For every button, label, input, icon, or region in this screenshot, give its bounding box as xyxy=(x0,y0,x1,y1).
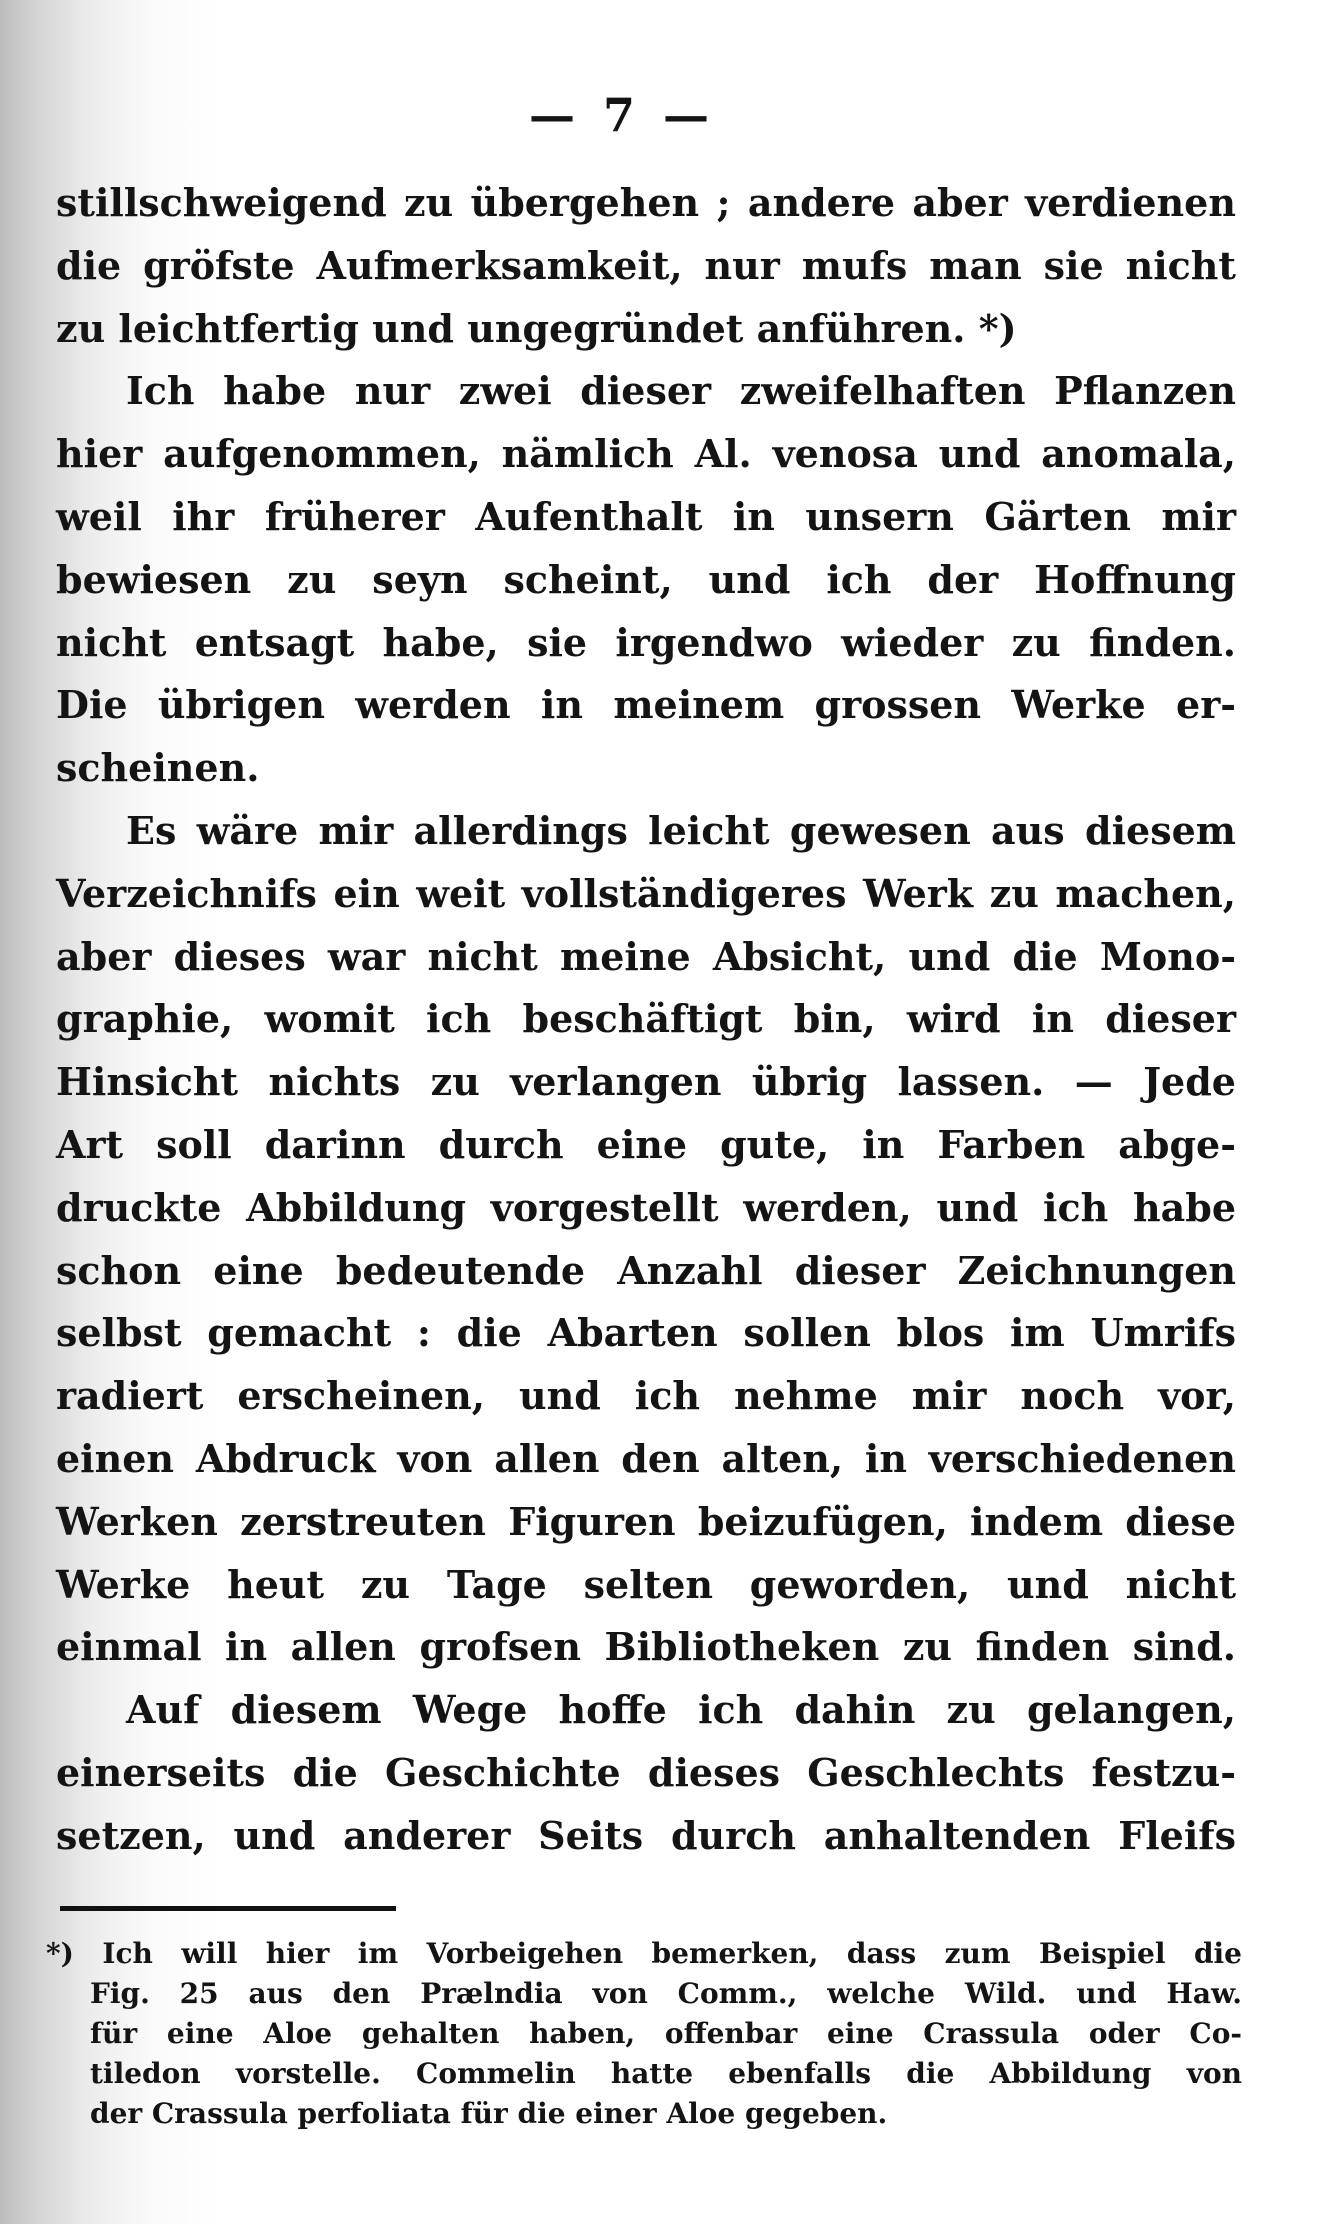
text-line: stillschweigend zu übergehen ; andere aber verdienen xyxy=(56,180,1236,225)
text-line: Art soll darinn durch eine gute, in Farben abge- xyxy=(56,1121,1236,1167)
text-line: einen Abdruck von allen den alten, in verschiedenen xyxy=(56,1435,1236,1481)
text-line: nicht entsagt habe, sie irgendwo wieder zu finden. xyxy=(56,619,1236,665)
footnote-line: für eine Aloe gehalten haben, offenbar eine Crassula oder Co- xyxy=(90,2017,1242,2050)
text-line: bewiesen zu seyn scheint, und ich der Hoffnung xyxy=(56,556,1236,602)
footnote-line: Fig. 25 aus den Prælndia von Comm., welche Wild. und Haw. xyxy=(90,1977,1242,2010)
text-line: aber dieses war nicht meine Absicht, und die Mono- xyxy=(56,933,1236,979)
text-line: graphie, womit ich beschäftigt bin, wird in dieser xyxy=(56,996,1236,1042)
text-line: druckte Abbildung vorgestellt werden, und ich habe xyxy=(56,1184,1236,1230)
text-line: Hinsicht nichts zu verlangen übrig lassen. — Jede xyxy=(56,1059,1236,1105)
text-line: Es wäre mir allerdings leicht gewesen aus diesem xyxy=(126,807,1236,853)
body-text xyxy=(56,172,1236,1868)
footnote-separator xyxy=(60,1906,396,1911)
text-line: die gröfste Aufmerksamkeit, nur mufs man sie nicht xyxy=(56,242,1236,288)
text-line: einerseits die Geschichte dieses Geschlechts festzu- xyxy=(56,1749,1236,1795)
text-line: einmal in allen grofsen Bibliotheken zu finden sind. xyxy=(56,1624,1236,1670)
footnote-line: tiledon vorstelle. Commelin hatte ebenfalls die Abbildung von xyxy=(90,2057,1242,2090)
text-line: selbst gemacht : die Abarten sollen blos im Umrifs xyxy=(56,1310,1236,1356)
text-line: schon eine bedeutende Anzahl dieser Zeichnungen xyxy=(56,1247,1236,1293)
text-line: Die übrigen werden in meinem grossen Werke er- xyxy=(56,682,1236,728)
text-line: Werke heut zu Tage selten geworden, und nicht xyxy=(56,1561,1236,1607)
text-line: zu leichtfertig und ungegründet anführen. *) xyxy=(56,305,1017,351)
text-line: Ich habe nur zwei dieser zweifelhaften Pflanzen xyxy=(126,368,1236,414)
text-line: Auf diesem Wege hoffe ich dahin zu gelangen, xyxy=(126,1687,1236,1733)
footnote xyxy=(46,1934,1242,2134)
text-line: Werken zerstreuten Figuren beizufügen, indem diese xyxy=(56,1498,1236,1544)
text-line: scheinen. xyxy=(56,745,260,791)
text-line: hier aufgenommen, nämlich Al. venosa und anomala, xyxy=(56,431,1236,477)
text-line: weil ihr früherer Aufenthalt in unsern Gärten mir xyxy=(56,493,1236,539)
page-number: — 7 — xyxy=(528,88,716,142)
text-line: Verzeichnifs ein weit vollständigeres Werk zu machen, xyxy=(56,870,1236,916)
footnote-line: *) Ich will hier im Vorbeigehen bemerken, dass zum Beispiel die xyxy=(46,1937,1242,1970)
footnote-line: der Crassula perfoliata für die einer Aloe gegeben. xyxy=(90,2097,888,2130)
text-line: radiert erscheinen, und ich nehme mir noch vor, xyxy=(56,1373,1236,1419)
text-line: setzen, und anderer Seits durch anhaltenden Fleifs xyxy=(56,1812,1236,1858)
